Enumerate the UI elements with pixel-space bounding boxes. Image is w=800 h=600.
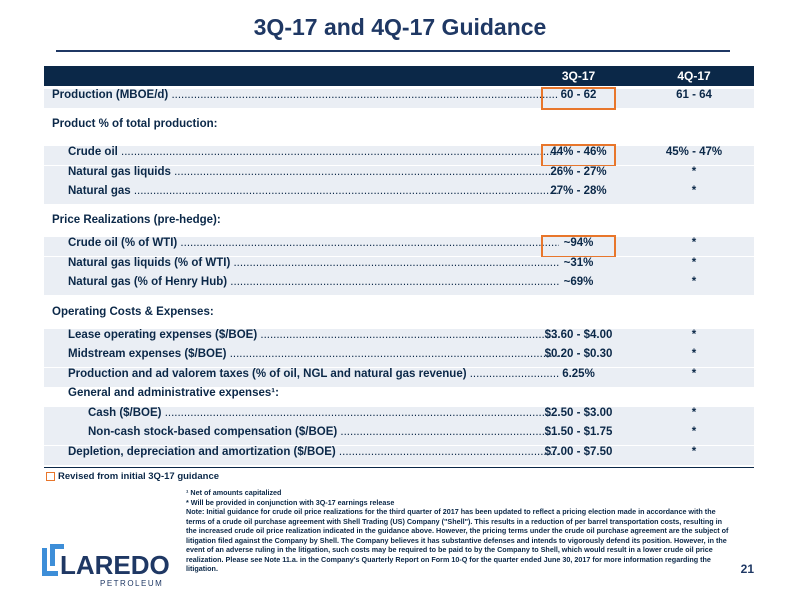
row-label: Natural gas (% of Henry Hub) ..... <box>68 276 559 288</box>
footnote-capitalized: ¹ Net of amounts capitalized <box>186 488 282 497</box>
table-row <box>44 426 754 445</box>
title-divider <box>56 50 730 52</box>
revised-highlight-box <box>541 144 616 167</box>
row-value-3q17: $0.20 - $0.30 <box>544 348 613 360</box>
row-value-4q17: * <box>691 368 697 380</box>
table-header <box>44 66 754 86</box>
table-row <box>44 214 754 233</box>
table-row <box>44 446 754 465</box>
footnote-litigation-note: Note: Initial guidance for crude oil price realizations for the third quarter of 2017 has been updated to reflect a pricing election made in accordance with the terms of a crude oil purchase agreement with Shell Trading (US) Company ("Shell"). This results in a reduction of per barrel transportation costs, resulting in the increased crude oil price realization indicated in the guidance above. However, the pricing terms under the crude oil purchase agreement are the subject of litigation filed against the Company by Shell. The Company believes it has substantive defenses and intends to vigorously defend its position. However, in the event of an adverse ruling in the litigation, such costs may be required to be paid to by the Company to Shell, which would result in a lower crude oil price realization. Please see Note 11.a. in the Company's Quarterly Report on Form 10-Q for the quarter ended June 30, 2017 for more information regarding the litigation. <box>186 507 729 573</box>
legend-text: Revised from initial 3Q-17 guidance <box>58 471 220 482</box>
table-row <box>44 276 754 295</box>
logo-subtitle: PETROLEUM <box>100 579 164 588</box>
row-value-4q17: 61 - 64 <box>676 89 712 101</box>
row-label: Natural gas liquids (% of WTI) ..... <box>68 257 559 269</box>
row-label: Production (MBOE/d) ..... <box>52 89 559 101</box>
laredo-petroleum-logo <box>40 540 180 590</box>
row-label: Depletion, depreciation and amortization ($/BOE) ..... <box>68 446 559 458</box>
row-value-4q17: * <box>691 348 697 360</box>
row-value-4q17: * <box>691 237 697 249</box>
row-value-3q17: ~69% <box>563 276 594 288</box>
row-label: Product % of total production: <box>52 118 218 130</box>
row-label: Price Realizations (pre-hedge): <box>52 214 221 226</box>
table-row <box>44 118 754 137</box>
row-label: Production and ad valorem taxes (% of oil, NGL and natural gas revenue) ..... <box>68 368 559 380</box>
table-row <box>44 348 754 367</box>
row-value-3q17: 27% - 28% <box>550 185 607 197</box>
row-value-3q17: 44% - 46% <box>550 146 607 158</box>
revised-highlight-box <box>541 235 616 258</box>
table-row <box>44 306 754 325</box>
row-value-4q17: * <box>691 407 697 419</box>
legend <box>46 471 219 482</box>
table-row <box>44 387 754 406</box>
row-value-4q17: * <box>691 185 697 197</box>
row-value-3q17: ~94% <box>563 237 594 249</box>
row-value-4q17: 45% - 47% <box>665 146 723 158</box>
table-row <box>44 329 754 348</box>
row-label: Midstream expenses ($/BOE) ..... <box>68 348 559 360</box>
logo-wordmark: LAREDO <box>60 550 170 580</box>
revised-highlight-box <box>541 87 616 110</box>
row-value-3q17: 26% - 27% <box>550 166 607 178</box>
row-label: Non-cash stock-based compensation ($/BOE) ..... <box>88 426 559 438</box>
row-value-3q17: $2.50 - $3.00 <box>544 407 613 419</box>
row-value-3q17: $1.50 - $1.75 <box>544 426 613 438</box>
table-bottom-divider <box>44 467 754 468</box>
row-label: Natural gas liquids ..... <box>68 166 559 178</box>
row-value-4q17: * <box>691 446 697 458</box>
row-label: Crude oil (% of WTI) ..... <box>68 237 559 249</box>
row-label: Cash ($/BOE) ..... <box>88 407 559 419</box>
column-header-4q17: 4Q-17 <box>677 69 711 83</box>
page-title: 3Q-17 and 4Q-17 Guidance <box>253 14 547 40</box>
row-label: Lease operating expenses ($/BOE) ..... <box>68 329 559 341</box>
guidance-table <box>44 66 754 458</box>
row-value-4q17: * <box>691 166 697 178</box>
table-row <box>44 257 754 276</box>
row-label: Crude oil ..... <box>68 146 559 158</box>
footnote-earnings: * Will be provided in conjunction with 3Q-17 earnings release <box>186 497 395 507</box>
row-value-4q17: * <box>691 276 697 288</box>
row-value-3q17: $7.00 - $7.50 <box>544 446 613 458</box>
row-value-4q17: * <box>691 257 697 269</box>
row-label: General and administrative expenses¹: <box>68 387 279 399</box>
row-value-4q17: * <box>691 426 697 438</box>
table-row <box>44 185 754 204</box>
footnotes <box>186 488 734 574</box>
table-row <box>44 166 754 185</box>
column-header-3q17: 3Q-17 <box>561 69 596 83</box>
table-row <box>44 368 754 387</box>
row-label: Operating Costs & Expenses: <box>52 306 214 318</box>
row-value-3q17: $3.60 - $4.00 <box>544 329 613 341</box>
row-value-3q17: 60 - 62 <box>560 89 597 101</box>
table-row <box>44 407 754 426</box>
table-row <box>44 237 754 256</box>
legend-highlight-swatch <box>46 472 55 481</box>
row-value-4q17: * <box>691 329 697 341</box>
page-number: 21 <box>740 562 754 576</box>
row-value-3q17: ~31% <box>563 257 594 269</box>
row-value-3q17: 6.25% <box>562 368 595 380</box>
table-row <box>44 146 754 165</box>
table-row <box>44 89 754 108</box>
row-label: Natural gas ..... <box>68 185 559 197</box>
